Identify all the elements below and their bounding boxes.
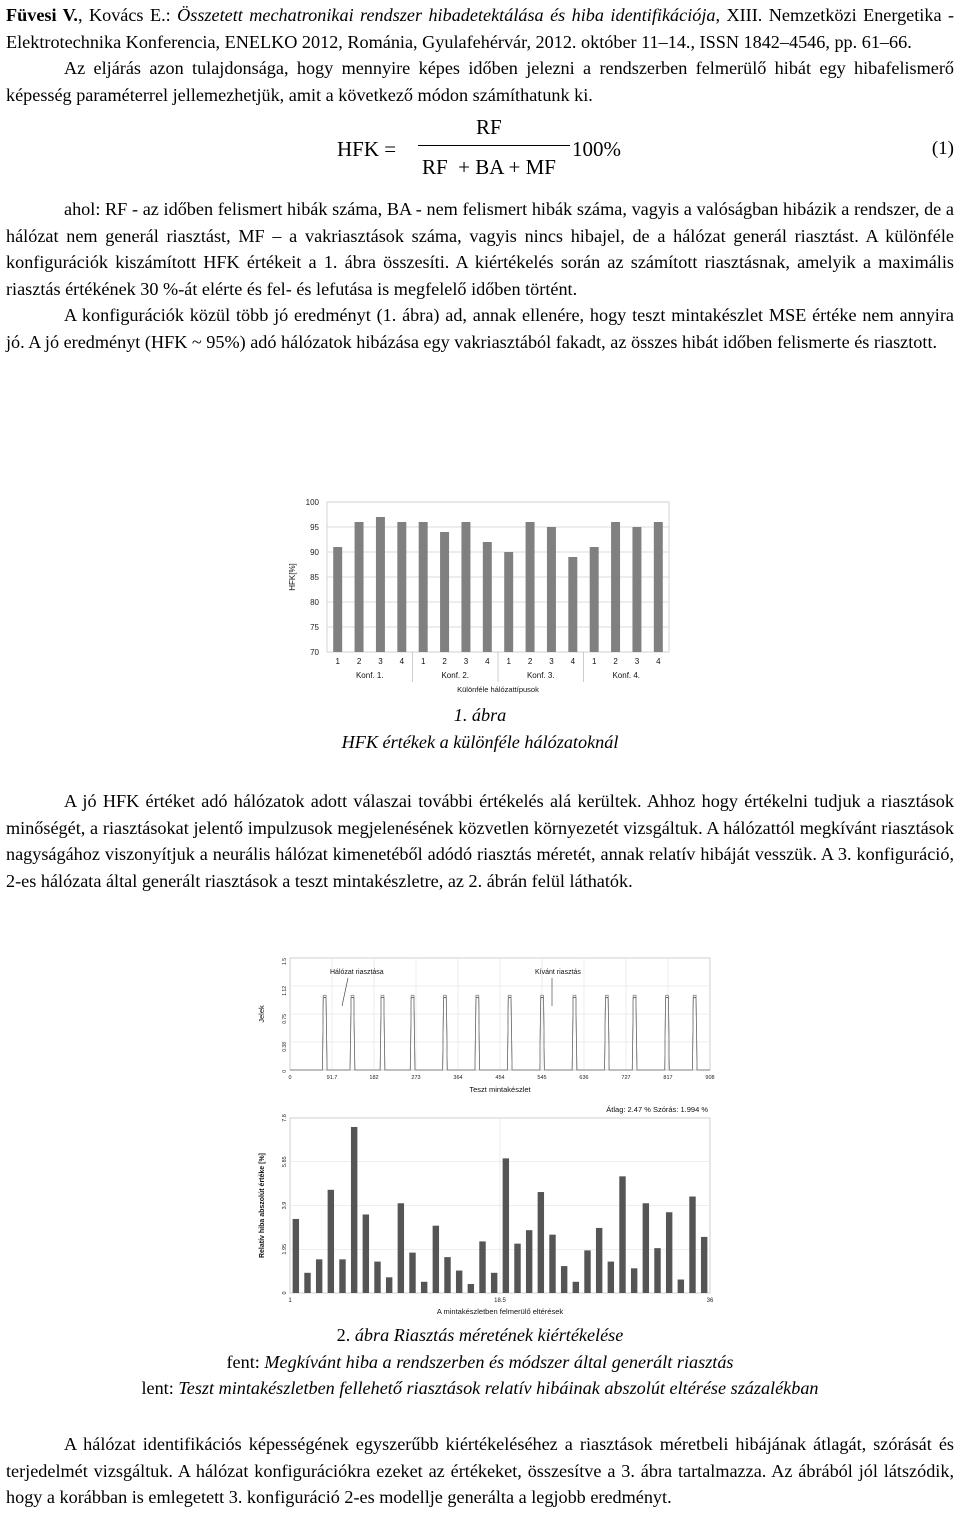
figure-2-caption-line-3: lent: Teszt mintakészletben fellehető riasztások relatív hibáinak abszolút eltérése százalékban xyxy=(141,1378,819,1398)
y-tick-label: 95 xyxy=(310,523,319,532)
x-tick-label: 3 xyxy=(634,657,640,666)
bar xyxy=(461,522,470,652)
error-bar xyxy=(304,1273,310,1293)
figure-1-caption xyxy=(6,702,954,755)
error-bar xyxy=(514,1244,520,1293)
x-tick-label: 454 xyxy=(495,1075,505,1081)
bar xyxy=(333,547,342,652)
x-tick-label: 3 xyxy=(463,657,469,666)
error-bar xyxy=(491,1273,497,1293)
error-bar xyxy=(596,1228,602,1293)
figure-2-alarm-charts xyxy=(248,948,718,1318)
error-bar xyxy=(678,1280,684,1293)
y-tick-label: 5.85 xyxy=(282,1156,288,1168)
figure-2-caption xyxy=(6,1322,954,1402)
paragraph-1: Az eljárás azon tulajdonsága, hogy mennyire képes időben jelezni a rendszerben felmerülő hibát egy hibafelismerő képesség paraméterrel jellemezhetjük, amit a következő módon számíthatunk ki. xyxy=(6,58,954,105)
error-bar xyxy=(549,1235,555,1293)
y-tick-label: 1.12 xyxy=(282,986,288,996)
x-axis-label: Különféle hálózattípusok xyxy=(457,685,539,694)
bar xyxy=(376,517,385,652)
x-tick-label: 727 xyxy=(621,1075,631,1081)
figure-2-caption-line-1: 2. ábra Riasztás méretének kiértékelése xyxy=(336,1325,624,1345)
bar xyxy=(611,522,620,652)
error-bar xyxy=(654,1248,660,1293)
y-tick-label: 75 xyxy=(310,623,319,632)
paragraph-5: A hálózat identifikációs képességének egyszerűbb kiértékeléséhez a riasztások méretbeli hibájának átlagát, szórását és terjedelmét vizsgáltuk. A hálózat konfigurációkra ezeket az értékeket, összesítve a 3. ábra tartalmazza. Az ábrából jól látszódik, hogy a korábban is emlegetett 3. konfiguráció 2-es modellje generálta a legjobb eredményt. xyxy=(6,1434,954,1507)
error-bar xyxy=(444,1257,450,1293)
group-label: Konf. 2. xyxy=(441,671,470,680)
y-tick-label: 0 xyxy=(282,1070,288,1073)
error-bar xyxy=(503,1158,509,1293)
x-tick-label: 0 xyxy=(288,1075,292,1081)
citation-details: , XIII. Nemzetközi Energetika - Elektrotechnika Konferencia, ENELKO 2012, Románia, Gyulafehérvár, 2012. október 11–14., ISSN 1842–4546, pp. 61–66. xyxy=(6,5,955,52)
error-bar xyxy=(666,1212,672,1293)
x-tick-label: 1 xyxy=(288,1298,292,1304)
error-bar xyxy=(456,1271,462,1293)
x-tick-label: 1 xyxy=(335,657,340,666)
y-tick-label: 0.75 xyxy=(282,1014,288,1024)
bar xyxy=(504,552,513,652)
fraction-line xyxy=(418,145,570,146)
citation-header xyxy=(6,2,954,55)
error-bar xyxy=(433,1226,439,1293)
bar xyxy=(355,522,364,652)
y-tick-label: 3.9 xyxy=(282,1201,288,1210)
equation-denominator: RF + BA + MF xyxy=(422,155,556,179)
y-axis-label: Relatív hiba abszolút értéke [%] xyxy=(259,1152,266,1259)
x-tick-label: 1 xyxy=(420,657,426,666)
x-tick-label: 364 xyxy=(453,1075,463,1081)
bar xyxy=(483,542,492,652)
y-tick-label: 80 xyxy=(310,598,319,607)
error-bar xyxy=(398,1203,404,1293)
error-bar xyxy=(339,1259,345,1293)
figure-2-caption-line-2: fent: Megkívánt hiba a rendszerben és módszer által generált riasztás xyxy=(226,1351,734,1372)
error-bar xyxy=(701,1237,707,1293)
y-tick-label: 85 xyxy=(310,573,319,582)
y-tick-label: 0 xyxy=(282,1291,288,1295)
x-tick-label: 18.5 xyxy=(494,1298,506,1304)
paragraph-4-block xyxy=(6,788,954,894)
error-bar xyxy=(293,1219,299,1293)
group-label: Konf. 3. xyxy=(526,671,555,680)
x-tick-label: 3 xyxy=(378,657,383,666)
x-tick-label: 4 xyxy=(656,657,661,666)
paragraph-4: A jó HFK értéket adó hálózatok adott válaszai további értékelés alá kerültek. Ahhoz hogy értékelni tudjuk a riasztások minőségét, a riasztásokat jelentő impulzusok megjelenésének közvetlen környezetét vizsgáltuk. A hálózattól megkívánt riasztások nagyságához viszonyítjuk a neurális hálózat kimenetéből adódó riasztás méretét, annak relatív hibáját vesszük. A 3. konfiguráció, 2-es hálózata által generált riasztások a teszt mintakészletre, az 2. ábrán felül láthatók. xyxy=(6,791,954,891)
x-tick-label: 273 xyxy=(411,1075,421,1081)
y-axis-label: Jelek xyxy=(257,1005,266,1023)
y-tick-label: 70 xyxy=(310,648,319,657)
x-tick-label: 545 xyxy=(537,1075,547,1081)
bar xyxy=(419,522,428,652)
bar xyxy=(654,522,663,652)
x-tick-label: 4 xyxy=(570,657,576,666)
error-bar xyxy=(608,1262,614,1293)
x-axis-label: Teszt mintakészlet xyxy=(469,1085,531,1094)
equation-factor: 100% xyxy=(572,137,621,161)
bar xyxy=(397,522,406,652)
equation-number: (1) xyxy=(931,138,954,159)
error-bar xyxy=(468,1284,474,1293)
paragraph-5-block xyxy=(6,1431,954,1511)
author-separator-2: : xyxy=(165,5,178,25)
y-tick-label: 90 xyxy=(310,548,319,557)
bar xyxy=(590,547,599,652)
error-bar xyxy=(689,1197,695,1293)
error-bar xyxy=(374,1262,380,1293)
error-bar xyxy=(421,1282,427,1293)
x-tick-label: 2 xyxy=(356,657,362,666)
paragraph-3: A konfigurációk közül több jó eredményt (1. ábra) ad, annak ellenére, hogy teszt mintakészlet MSE értéke nem annyira jó. A jó eredményt (HFK ~ 95%) adó hálózatok hibázása egy vakriasztából fakadt, az összes hibát időben felismerte és riasztott. xyxy=(6,305,954,352)
y-tick-label: 7.8 xyxy=(282,1114,288,1122)
bar xyxy=(440,532,449,652)
error-bar xyxy=(328,1190,334,1293)
error-bar xyxy=(351,1127,357,1293)
y-axis-label: HFK[%] xyxy=(288,563,297,591)
x-axis-label: A mintakészletben felmerülő eltérések xyxy=(436,1307,564,1316)
bar xyxy=(632,527,641,652)
paper-title: Összetett mechatronikai rendszer hibadetektálása és hiba identifikációja xyxy=(177,5,716,25)
error-bar xyxy=(409,1253,415,1293)
x-tick-label: 36 xyxy=(706,1298,714,1304)
equation-lhs: HFK = xyxy=(337,137,397,161)
figure-1-title: HFK értékek a különféle hálózatoknál xyxy=(341,731,619,752)
x-tick-label: 1 xyxy=(591,657,597,666)
author-names: Füvesi V. xyxy=(6,5,78,25)
error-bar xyxy=(631,1268,637,1293)
bar xyxy=(547,527,556,652)
error-bar xyxy=(643,1203,649,1293)
figure-1-number: 1. ábra xyxy=(453,705,507,725)
error-bar xyxy=(619,1176,625,1293)
author-2: Kovács E. xyxy=(88,5,166,25)
x-tick-label: 4 xyxy=(485,657,490,666)
x-tick-label: 182 xyxy=(369,1075,379,1081)
y-tick-label: 1.5 xyxy=(282,958,288,965)
x-tick-label: 817 xyxy=(663,1075,673,1081)
bar xyxy=(568,557,577,652)
x-tick-label: 2 xyxy=(442,657,447,666)
equation-numerator: RF xyxy=(476,115,502,139)
error-bar xyxy=(538,1192,544,1293)
x-tick-label: 908 xyxy=(705,1075,715,1081)
author-separator: , xyxy=(77,5,89,25)
x-tick-label: 3 xyxy=(549,657,554,666)
x-tick-label: 91.7 xyxy=(326,1075,338,1081)
error-bar xyxy=(479,1241,485,1293)
paragraph-2: ahol: RF - az időben felismert hibák száma, BA - nem felismert hibák száma, vagyis a valóságban hibázik a rendszer, de a hálózat nem generál riasztást, MF – a vakriasztások száma, vagyis nincs hibajel, de a hálózat generál riasztást. A különféle konfigurációk kiszámított HFK értékeit a 1. ábra összesíti. A kiértékelés során az számított riasztásnak, amelyik a maximális riasztás értékének 30 %-át elérte és fel- és lefutása is megfelelő időben történt. xyxy=(6,199,954,299)
error-bar xyxy=(561,1266,567,1293)
group-label: Konf. 1. xyxy=(355,671,384,680)
x-tick-label: 636 xyxy=(579,1075,589,1081)
chart-title: Átlag: 2.47 % Szórás: 1.994 % xyxy=(606,1105,708,1114)
error-bar xyxy=(573,1282,579,1293)
error-bar xyxy=(316,1259,322,1293)
legend-label-desired: Kívánt riasztás xyxy=(535,969,581,976)
bar xyxy=(526,522,535,652)
error-bar xyxy=(386,1277,392,1293)
y-tick-label: 0.38 xyxy=(282,1042,288,1052)
y-tick-label: 100 xyxy=(305,498,319,507)
error-bar xyxy=(363,1214,369,1293)
legend-label-network: Hálózat riasztása xyxy=(330,969,384,976)
group-label: Konf. 4. xyxy=(612,671,641,680)
figure-1-hfk-chart xyxy=(281,492,681,702)
error-bar xyxy=(584,1250,590,1293)
error-bar xyxy=(526,1230,532,1293)
x-tick-label: 1 xyxy=(506,657,511,666)
x-tick-label: 2 xyxy=(527,657,533,666)
equation-hfk xyxy=(6,112,954,190)
x-tick-label: 4 xyxy=(399,657,405,666)
x-tick-label: 2 xyxy=(613,657,618,666)
y-tick-label: 1.95 xyxy=(282,1243,288,1255)
